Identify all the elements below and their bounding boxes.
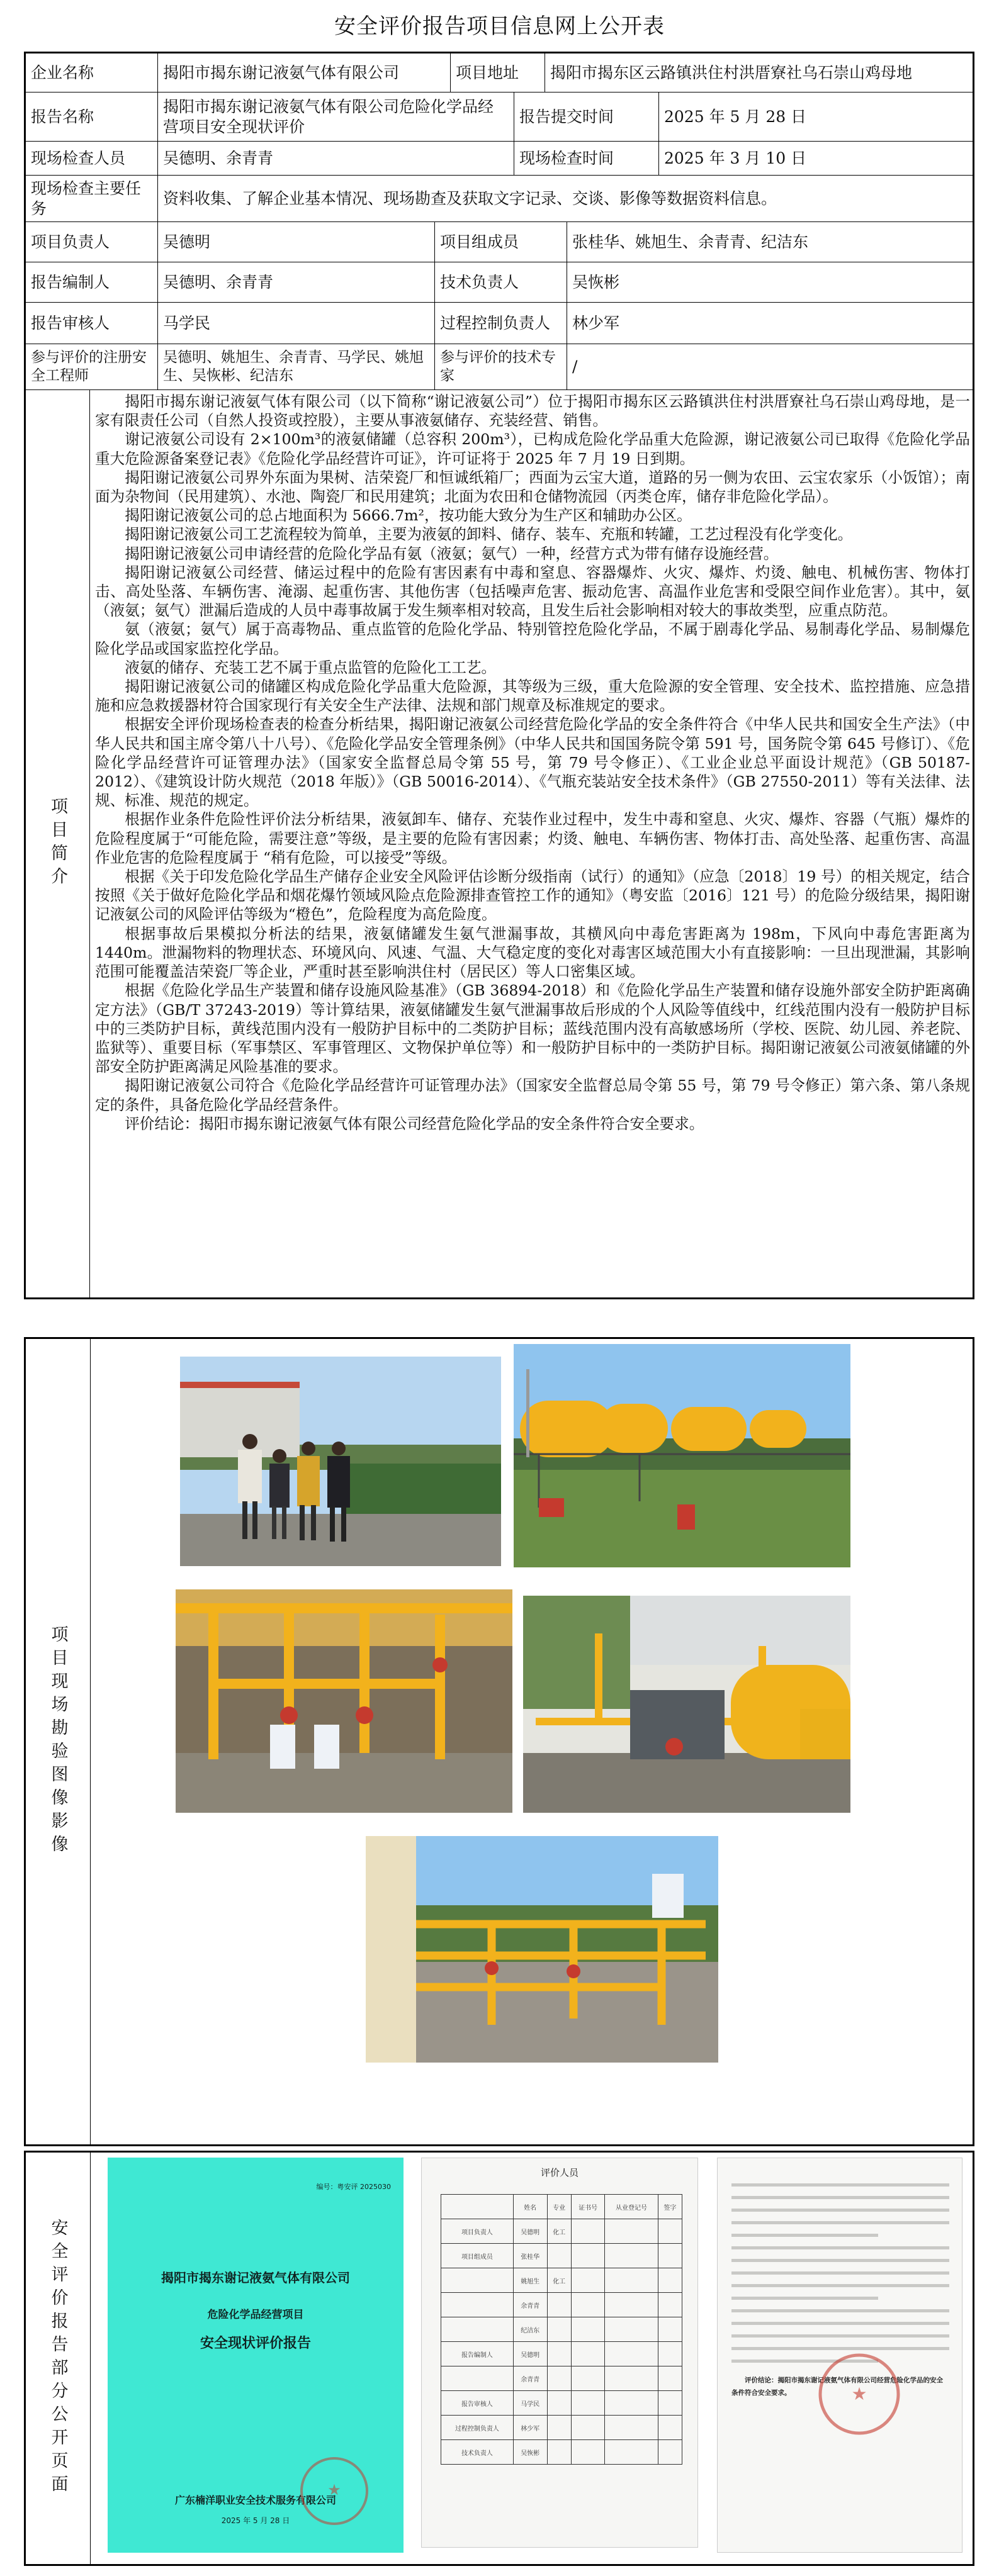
intro-paragraph: 谢记液氨公司设有 2×100m³的液氨储罐（总容积 200m³），已构成危险化学品重大危险源，谢记液氨公司已取得《危险化学品重大危险源备案登记表》《危险化学品经营许可证》，许可证将于 2025 年 7 月 19 日到期。	[95, 430, 970, 468]
table-cell: 林少军	[513, 2416, 547, 2440]
table-cell	[605, 2366, 658, 2391]
photo-loading-equipment	[523, 1596, 850, 1813]
table-cell	[571, 2440, 605, 2465]
table-cell	[571, 2317, 605, 2342]
table-header-cell: 证书号	[571, 2195, 605, 2219]
intro-paragraph: 揭阳谢记液氨公司经营、储运过程中的危险有害因素有中毒和窒息、容器爆炸、火灾、爆炸、灼烫、触电、机械伤害、物体打击、高处坠落、车辆伤害、淹溺、起重伤害、其他伤害（包括噪声危害、振动危害、高温作业危害和受限空间作业危害）。其中，氨（液氨；氨气）泄漏后造成的人员中毒事故属于发生频率相对较高，且发生后社会影响相对较大的事故类型，应重点防范。	[95, 563, 970, 620]
intro-paragraph: 液氨的储存、充装工艺不属于重点监管的危险化工工艺。	[125, 658, 497, 676]
tech-label: 技术负责人	[435, 262, 567, 303]
address-label: 项目地址	[451, 53, 545, 92]
cover-agency: 广东楠洋职业安全技术服务有限公司	[174, 2494, 336, 2506]
svg-text:★: ★	[327, 2481, 341, 2499]
report-label-cell	[26, 2153, 91, 2564]
table-cell	[605, 2293, 658, 2317]
leader-label: 项目负责人	[26, 222, 158, 262]
text-line-placeholder	[731, 2259, 949, 2262]
table-cell	[571, 2219, 605, 2244]
reviewer-label: 报告审核人	[26, 303, 158, 344]
table-cell: 马学民	[513, 2391, 547, 2416]
inspector-value: 吴德明、余青青	[158, 142, 514, 176]
intro-paragraph: 揭阳谢记液氨公司的储罐区构成危险化学品重大危险源，其等级为三级，重大危险源的安全管理、安全技术、监控措施、应急措施和应急救援器材符合国家现行有关安全生产法律、法规和部门规章及标准规定的要求。	[95, 678, 970, 715]
process-value: 林少军	[567, 303, 973, 344]
task-label: 现场检查主要任务	[26, 176, 158, 222]
intro-paragraph: 揭阳谢记液氨公司申请经营的危险化学品有氨（液氨；氨气）一种，经营方式为带有储存设施经营。	[125, 544, 779, 563]
company-value: 揭阳市揭东谢记液氨气体有限公司	[158, 53, 451, 92]
conclusion-page-text-lines	[718, 2183, 962, 2363]
table-row	[441, 2317, 682, 2342]
inspector-label: 现场检查人员	[26, 142, 158, 176]
table-cell	[658, 2366, 682, 2391]
table-cell	[547, 2317, 571, 2342]
intro-paragraph: 揭阳谢记液氨公司界外东面为果树、洁荣瓷厂和恒诚纸箱厂；西面为云宝大道，道路的另一侧为农田、云宝农家乐（小饭馆）；南面为杂物间（民用建筑）、水池、陶瓷厂和民用建筑；北面为农田和仓储物流园（丙类仓库，储存非危险化学品）。	[95, 468, 970, 506]
company-label: 企业名称	[26, 53, 158, 92]
intro-paragraph: 揭阳谢记液氨公司符合《危险化学品经营许可证管理办法》（国家安全监督总局令第 55 号，第 79 号令修正）第六条、第八条规定的条件，具备危险化学品经营条件。	[95, 1077, 970, 1114]
table-row	[441, 2244, 682, 2268]
process-label: 过程控制负责人	[435, 303, 567, 344]
report-conclusion-page	[717, 2158, 962, 2553]
table-cell: 吴恢彬	[513, 2440, 547, 2465]
table-cell	[547, 2366, 571, 2391]
report-number: 编号：粤安评 2025030	[316, 2183, 391, 2191]
table-cell: 余青青	[513, 2293, 547, 2317]
table-cell	[571, 2366, 605, 2391]
table-cell: 化工	[547, 2268, 571, 2293]
report-cover-page	[108, 2158, 404, 2553]
table-header-cell: 专业	[547, 2195, 571, 2219]
report-label: 安全评价报告部分公开页面	[48, 2219, 68, 2498]
table-cell	[441, 2268, 514, 2293]
table-cell	[441, 2317, 514, 2342]
photo-pipe-rack	[366, 1836, 718, 2063]
table-cell: 报告审核人	[441, 2391, 514, 2416]
table-cell	[658, 2416, 682, 2440]
table-row	[441, 2416, 682, 2440]
table-cell	[658, 2268, 682, 2293]
table-cell: 余青青	[513, 2366, 547, 2391]
official-seal	[296, 2453, 372, 2529]
table-cell	[605, 2440, 658, 2465]
text-line-placeholder	[731, 2334, 949, 2338]
table-row	[441, 2391, 682, 2416]
report-section	[24, 2151, 974, 2566]
table-header-row	[441, 2195, 682, 2219]
inspect-time-value: 2025 年 3 月 10 日	[659, 142, 973, 176]
table-cell	[605, 2219, 658, 2244]
submit-time-value: 2025 年 5 月 28 日	[659, 92, 973, 142]
photos-label: 项目现场勘验图像影像	[48, 1625, 68, 1858]
photo-valve-pipework	[176, 1589, 512, 1813]
table-cell: 张桂华	[513, 2244, 547, 2268]
table-cell	[547, 2416, 571, 2440]
text-line-placeholder	[731, 2234, 878, 2237]
table-cell	[605, 2268, 658, 2293]
table-cell: 姚旭生	[513, 2268, 547, 2293]
table-cell	[605, 2244, 658, 2268]
table-header-cell: 签字	[658, 2195, 682, 2219]
table-cell	[547, 2293, 571, 2317]
table-cell: 项目组成员	[441, 2244, 514, 2268]
text-line-placeholder	[731, 2284, 949, 2287]
table-cell	[441, 2293, 514, 2317]
reviewer-value: 马学民	[158, 303, 435, 344]
members-label: 项目组成员	[435, 222, 567, 262]
photos-label-cell	[26, 1339, 91, 2144]
intro-label-cell	[26, 390, 90, 1297]
table-cell	[658, 2244, 682, 2268]
intro-paragraph: 根据《危险化学品生产装置和储存设施风险基准》（GB 36894-2018）和《危险化学品生产装置和储存设施外部安全防护距离确定方法》（GB/T 37243-2019）等计算结果，液氨储罐发生氨气泄漏事故后形成的个人风险等值线中，红线范围内没有一般防护目标中的三类防护目标，黄线范围内没有一般防护目标中的二类防护目标；蓝线范围内没有高敏感场所（学校、医院、幼儿园、养老院、监狱等）、重要目标（军事禁区、军事管理区、文物保护单位等）和一般防护目标中的一类防护目标。揭阳谢记液氨公司液氨储罐的外部安全防护距离满足风险基准的要求。	[95, 982, 970, 1076]
experts-value: /	[567, 344, 973, 390]
leader-value: 吴德明	[158, 222, 435, 262]
table-cell	[605, 2342, 658, 2366]
text-line-placeholder	[731, 2183, 949, 2187]
intro-paragraph: 评价结论：揭阳市揭东谢记液氨气体有限公司经营危险化学品的安全条件符合安全要求。	[125, 1114, 704, 1133]
table-cell	[571, 2342, 605, 2366]
table-cell: 技术负责人	[441, 2440, 514, 2465]
text-line-placeholder	[731, 2221, 949, 2224]
photos-section	[24, 1337, 974, 2146]
members-value: 张桂华、姚旭生、余青青、纪洁东	[567, 222, 973, 262]
table-cell	[605, 2391, 658, 2416]
intro-paragraph: 揭阳谢记液氨公司工艺流程较为简单，主要为液氨的卸料、储存、装车、充瓶和转罐，工艺过程没有化学变化。	[125, 525, 853, 544]
table-cell	[658, 2440, 682, 2465]
table-cell	[605, 2416, 658, 2440]
text-line-placeholder	[731, 2246, 949, 2249]
table-cell	[658, 2317, 682, 2342]
table-row	[441, 2219, 682, 2244]
personnel-table-title: 评价人员	[540, 2167, 579, 2178]
intro-label: 项目简介	[48, 797, 67, 890]
report-name-label: 报告名称	[26, 92, 158, 142]
intro-paragraph: 根据事故后果模拟分析法的结果，液氨储罐发生氨气泄漏事故，其横风向中毒危害距离为 198m，下风向中毒危害距离为 1440m。泄漏物料的物理状态、环境风向、风速、气温、大气稳定度的变化对毒害区域范围大小有直接影响：一旦出现泄漏，其影响范围可能覆盖洁荣瓷厂等企业，严重时甚至影响洪住村（居民区）等人口密集区域。	[95, 924, 970, 981]
text-line-placeholder	[731, 2297, 878, 2300]
table-cell: 纪洁东	[513, 2317, 547, 2342]
table-cell	[658, 2391, 682, 2416]
intro-paragraph: 揭阳市揭东谢记液氨气体有限公司（以下简称“谢记液氨公司”）位于揭阳市揭东区云路镇洪住村洪厝寮社乌石崇山鸡母地，是一家有限责任公司（自然人投资或控股），主要从事液氨储存、充装经营、销售。	[95, 393, 970, 430]
cover-report-title: 安全现状评价报告	[200, 2336, 311, 2351]
photo-team-on-site	[180, 1357, 501, 1566]
inspect-time-label: 现场检查时间	[514, 142, 659, 176]
table-cell	[571, 2293, 605, 2317]
table-cell	[571, 2244, 605, 2268]
table-cell	[658, 2293, 682, 2317]
intro-text	[95, 392, 970, 1297]
photo-storage-tanks	[514, 1344, 850, 1567]
table-cell	[658, 2219, 682, 2244]
writer-value: 吴德明、余青青	[158, 262, 435, 303]
info-table	[24, 52, 974, 1299]
table-cell: 报告编制人	[441, 2342, 514, 2366]
table-cell	[547, 2440, 571, 2465]
svg-text:★: ★	[851, 2383, 867, 2404]
report-name-value: 揭阳市揭东谢记液氨气体有限公司危险化学品经营项目安全现状评价	[158, 92, 514, 142]
conclusion-seal	[812, 2347, 906, 2441]
table-cell	[605, 2317, 658, 2342]
table-cell: 过程控制负责人	[441, 2416, 514, 2440]
tech-value: 吴恢彬	[567, 262, 973, 303]
text-line-placeholder	[731, 2196, 949, 2199]
table-header-cell	[441, 2195, 514, 2219]
table-cell	[547, 2342, 571, 2366]
experts-label: 参与评价的技术专家	[435, 344, 567, 390]
submit-time-label: 报告提交时间	[514, 92, 659, 142]
table-cell	[547, 2391, 571, 2416]
table-cell	[441, 2366, 514, 2391]
writer-label: 报告编制人	[26, 262, 158, 303]
text-line-placeholder	[731, 2209, 949, 2212]
table-cell	[571, 2416, 605, 2440]
table-cell: 吴德明	[513, 2219, 547, 2244]
report-personnel-page	[421, 2158, 698, 2548]
table-cell	[571, 2268, 605, 2293]
text-line-placeholder	[731, 2322, 949, 2325]
address-value: 揭阳市揭东区云路镇洪住村洪厝寮社乌石崇山鸡母地	[545, 53, 973, 92]
table-cell: 吴德明	[513, 2342, 547, 2366]
table-cell	[571, 2391, 605, 2416]
conclusion-text: 评价结论：揭阳市揭东谢记液氨气体有限公司经营危险化学品的安全条件符合安全要求。	[731, 2377, 943, 2397]
table-row	[441, 2342, 682, 2366]
table-header-cell: 姓名	[513, 2195, 547, 2219]
intro-paragraph: 根据安全评价现场检查表的检查分析结果，揭阳谢记液氨公司经营危险化学品的安全条件符合《中华人民共和国安全生产法》（中华人民共和国主席令第八十八号）、《危险化学品安全管理条例》（中华人民共和国国务院令第 591 号，国务院令第 645 号修订）、《危险化学品经营许可证管理办法》（国家安全监督总局令第 55 号，第 79 号令修正）、《工业企业总平面设计规范》（GB 50187-2012）、《建筑设计防火规范（2018 年版）》（GB 50016-2014）、《气瓶充装站安全技术条件》（GB 27550-2011）等有关法律、法规、标准、规范的规定。	[95, 715, 970, 810]
table-row	[441, 2440, 682, 2465]
intro-paragraph: 根据《关于印发危险化学品生产储存企业安全风险评估诊断分级指南（试行）的通知》（应急〔2018〕19 号）的相关规定，结合按照《关于做好危险化学品和烟花爆竹领域风险点危险源排查管控工作的通知》（粤安监〔2016〕121 号）的危险分级结果，揭阳谢记液氨公司的风险评估等级为“橙色”，危险程度为高危险度。	[95, 868, 970, 924]
cover-project: 危险化学品经营项目	[207, 2309, 304, 2321]
text-line-placeholder	[731, 2309, 949, 2312]
personnel-table	[441, 2194, 682, 2465]
engineers-value: 吴德明、姚旭生、余青青、马学民、姚旭生、吴恢彬、纪洁东	[158, 344, 435, 390]
table-row	[441, 2268, 682, 2293]
table-cell: 项目负责人	[441, 2219, 514, 2244]
page-title: 安全评价报告项目信息网上公开表	[334, 14, 665, 39]
table-cell: 化工	[547, 2219, 571, 2244]
intro-paragraph: 揭阳谢记液氨公司的总占地面积为 5666.7m²，按功能大致分为生产区和辅助办公区。	[125, 507, 692, 525]
cover-date: 2025 年 5 月 28 日	[221, 2516, 290, 2525]
intro-paragraph: 氨（液氨；氨气）属于高毒物品、重点监管的危险化学品、特别管控危险化学品，不属于剧毒化学品、易制毒化学品、易制爆危险化学品或国家监控化学品。	[95, 620, 970, 658]
intro-paragraph: 根据作业条件危险性评价法分析结果，液氨卸车、储存、充装作业过程中，发生中毒和窒息、火灾、爆炸、容器（气瓶）爆炸的危险程度属于“可能危险，需要注意”等级，是主要的危险有害因素；灼烫、触电、车辆伤害、物体打击、高处坠落、起重伤害、高温作业危害的危险程度属于 “稍有危险，可以接受”等级。	[95, 810, 970, 866]
task-value: 资料收集、了解企业基本情况、现场勘查及获取文字记录、交谈、影像等数据资料信息。	[158, 176, 973, 222]
text-line-placeholder	[731, 2271, 949, 2275]
engineers-label: 参与评价的注册安全工程师	[26, 344, 158, 390]
table-cell	[658, 2342, 682, 2366]
table-cell	[547, 2244, 571, 2268]
table-row	[441, 2366, 682, 2391]
cover-company: 揭阳市揭东谢记液氨气体有限公司	[161, 2270, 350, 2285]
table-header-cell: 从业登记号	[605, 2195, 658, 2219]
table-row	[441, 2293, 682, 2317]
